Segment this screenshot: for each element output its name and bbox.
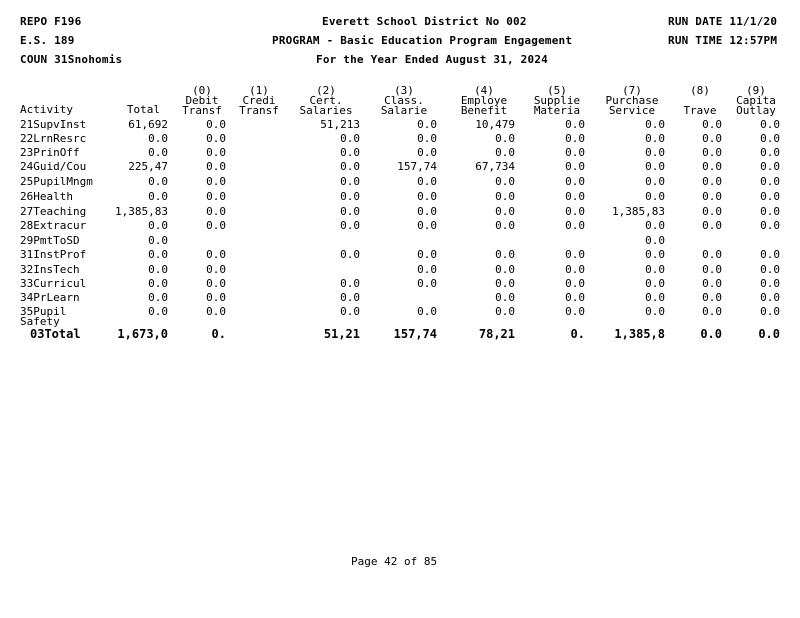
row-cell: 0.0 — [702, 263, 722, 276]
row-cell: 0.0 — [206, 219, 226, 232]
row-cell: 0.0 — [760, 205, 780, 218]
column-header-l1: Employe — [460, 94, 508, 107]
row-total: 0.0 — [148, 263, 168, 276]
row-label: 28Extracur — [20, 219, 87, 232]
row-cell: 0.0 — [417, 277, 437, 290]
row-cell: 0.0 — [417, 190, 437, 203]
row-cell: 0.0 — [206, 132, 226, 145]
row-cell: 0.0 — [702, 291, 722, 304]
row-cell: 0.0 — [340, 175, 360, 188]
row-cell: 0.0 — [417, 263, 437, 276]
activity-header: Activity — [20, 103, 73, 116]
row-cell: 0.0 — [760, 132, 780, 145]
row-total: 0.0 — [148, 291, 168, 304]
row-cell: 0.0 — [565, 219, 585, 232]
row-cell: 0.0 — [702, 132, 722, 145]
row-label: 26Health — [20, 190, 73, 203]
column-header-l2: Outlay — [736, 104, 776, 117]
row-cell: 0.0 — [565, 277, 585, 290]
row-cell: 0.0 — [760, 277, 780, 290]
row-cell: 0.0 — [760, 175, 780, 188]
row-cell: 67,734 — [475, 160, 515, 173]
row-cell: 0.0 — [760, 190, 780, 203]
row-total: 61,692 — [128, 118, 168, 131]
totals-cell: 0.0 — [700, 327, 722, 341]
row-cell: 0.0 — [340, 205, 360, 218]
row-cell: 0.0 — [417, 248, 437, 261]
row-cell: 0.0 — [340, 146, 360, 159]
row-cell: 0.0 — [206, 291, 226, 304]
column-header-l1: Debit — [185, 94, 219, 107]
row-cell: 0.0 — [206, 277, 226, 290]
row-cell: 0.0 — [702, 190, 722, 203]
row-cell: 157,74 — [397, 160, 437, 173]
row-total: 0.0 — [148, 248, 168, 261]
program-title: PROGRAM - Basic Education Program Engagement — [272, 34, 573, 47]
row-label: 27Teaching — [20, 205, 87, 218]
row-cell: 0.0 — [495, 175, 515, 188]
row-cell: 0.0 — [760, 305, 780, 318]
column-header-l1: Capita — [736, 94, 776, 107]
totals-total: 1,673,0 — [117, 327, 168, 341]
row-cell: 0.0 — [206, 146, 226, 159]
row-cell: 0.0 — [495, 305, 515, 318]
column-header-l2: Transf — [239, 104, 279, 117]
es-number: E.S. 189 — [20, 34, 75, 47]
column-header-l2: Salarie — [380, 104, 428, 117]
totals-label: 03Total — [30, 327, 81, 341]
row-cell: 0.0 — [702, 175, 722, 188]
row-cell: 0.0 — [495, 132, 515, 145]
row-cell: 0.0 — [760, 219, 780, 232]
row-cell: 0.0 — [760, 291, 780, 304]
column-header-l2: Salaries — [299, 104, 353, 117]
row-cell: 10,479 — [475, 118, 515, 131]
column-header-l2: Benefit — [460, 104, 508, 117]
row-cell: 0.0 — [565, 175, 585, 188]
row-label: 23PrinOff — [20, 146, 80, 159]
row-label: 34PrLearn — [20, 291, 80, 304]
column-header-l1: Purchase — [605, 94, 659, 107]
row-cell: 0.0 — [760, 146, 780, 159]
column-header — [444, 86, 524, 116]
row-cell: 0.0 — [206, 190, 226, 203]
row-cell: 0.0 — [417, 175, 437, 188]
run-time: RUN TIME 12:57PM — [668, 34, 778, 47]
row-cell: 51,213 — [320, 118, 360, 131]
row-label: 31InstProf — [20, 248, 87, 261]
row-cell: 0.0 — [206, 160, 226, 173]
row-cell: 0.0 — [495, 219, 515, 232]
row-cell: 0.0 — [495, 190, 515, 203]
row-label: 35Pupil — [20, 305, 67, 318]
row-cell: 0.0 — [760, 248, 780, 261]
column-header — [716, 86, 796, 116]
row-cell: 0.0 — [702, 248, 722, 261]
column-header-num: (2) — [316, 84, 336, 97]
row-cell: 0.0 — [340, 190, 360, 203]
row-cell: 0.0 — [645, 146, 665, 159]
row-label-continued: Safety — [20, 315, 60, 328]
run-date: RUN DATE 11/1/20 — [668, 15, 778, 28]
row-cell: 0.0 — [645, 175, 665, 188]
row-cell: 0.0 — [495, 291, 515, 304]
row-cell: 0.0 — [340, 291, 360, 304]
column-header-num: (7) — [622, 84, 642, 97]
row-total: 0.0 — [148, 234, 168, 247]
district-name: Everett School District No 002 — [322, 15, 527, 28]
row-total: 0.0 — [148, 219, 168, 232]
row-cell: 0.0 — [206, 263, 226, 276]
column-header-l2: Materia — [533, 104, 581, 117]
row-cell: 0.0 — [702, 146, 722, 159]
row-cell: 0.0 — [760, 160, 780, 173]
row-cell: 0.0 — [645, 305, 665, 318]
totals-cell: 51,21 — [323, 327, 360, 341]
column-header-num: (4) — [474, 84, 494, 97]
row-cell: 0.0 — [417, 219, 437, 232]
column-header-num: (0) — [192, 84, 212, 97]
row-cell: 0.0 — [565, 118, 585, 131]
column-header-l1: Credi — [242, 94, 276, 107]
row-cell: 0.0 — [340, 219, 360, 232]
county: COUN 31Snohomis — [20, 53, 123, 66]
row-cell: 0.0 — [495, 277, 515, 290]
row-label: 32InsTech — [20, 263, 80, 276]
row-cell: 0.0 — [565, 248, 585, 261]
row-cell: 0.0 — [340, 132, 360, 145]
column-header-l1: Class. — [384, 94, 424, 107]
row-cell: 1,385,83 — [612, 205, 665, 218]
row-cell: 0.0 — [417, 132, 437, 145]
column-header-num: (8) — [690, 84, 710, 97]
row-cell: 0.0 — [645, 132, 665, 145]
row-cell: 0.0 — [206, 118, 226, 131]
row-cell: 0.0 — [645, 234, 665, 247]
row-cell: 0.0 — [645, 291, 665, 304]
column-header — [517, 86, 597, 116]
row-cell: 0.0 — [645, 190, 665, 203]
report-id: REPO F196 — [20, 15, 82, 28]
row-cell: 0.0 — [340, 277, 360, 290]
row-cell: 0.0 — [645, 248, 665, 261]
column-header-num: (3) — [394, 84, 414, 97]
row-label: 22LrnResrc — [20, 132, 87, 145]
row-cell: 0.0 — [760, 263, 780, 276]
row-cell: 0.0 — [565, 291, 585, 304]
row-cell: 0.0 — [495, 248, 515, 261]
row-cell: 0.0 — [702, 160, 722, 173]
totals-cell: 78,21 — [478, 327, 515, 341]
column-header-l1: Supplie — [533, 94, 581, 107]
row-cell: 0.0 — [565, 132, 585, 145]
row-cell: 0.0 — [565, 190, 585, 203]
row-total: 225,47 — [128, 160, 168, 173]
column-header-num: (5) — [547, 84, 567, 97]
row-cell: 0.0 — [495, 263, 515, 276]
row-cell: 0.0 — [417, 146, 437, 159]
row-total: 0.0 — [148, 132, 168, 145]
row-total: 1,385,83 — [115, 205, 168, 218]
column-header-l2: Service — [608, 104, 656, 117]
row-cell: 0.0 — [645, 219, 665, 232]
row-cell: 0.0 — [206, 248, 226, 261]
total-header: Total — [126, 103, 160, 116]
row-total: 0.0 — [148, 190, 168, 203]
row-cell: 0.0 — [340, 248, 360, 261]
row-cell: 0.0 — [702, 205, 722, 218]
row-label: 33Curricul — [20, 277, 87, 290]
row-cell: 0.0 — [565, 146, 585, 159]
row-cell: 0.0 — [206, 305, 226, 318]
row-cell: 0.0 — [565, 263, 585, 276]
column-header — [286, 86, 366, 116]
row-total: 0.0 — [148, 305, 168, 318]
totals-cell: 0.0 — [758, 327, 780, 341]
row-cell: 0.0 — [565, 160, 585, 173]
totals-cell: 0. — [570, 327, 585, 341]
page-number: Page 42 of 85 — [351, 555, 438, 568]
column-header-num: (1) — [249, 84, 269, 97]
column-header-l2: Trave — [683, 104, 717, 117]
row-cell: 0.0 — [340, 305, 360, 318]
row-cell: 0.0 — [702, 277, 722, 290]
row-cell: 0.0 — [206, 175, 226, 188]
row-total: 0.0 — [148, 146, 168, 159]
column-header — [364, 86, 444, 116]
row-cell: 0.0 — [206, 205, 226, 218]
totals-cell: 157,74 — [393, 327, 437, 341]
row-label: 24Guid/Cou — [20, 160, 87, 173]
row-cell: 0.0 — [702, 219, 722, 232]
row-cell: 0.0 — [702, 118, 722, 131]
row-cell: 0.0 — [495, 205, 515, 218]
row-cell: 0.0 — [417, 305, 437, 318]
row-total: 0.0 — [148, 277, 168, 290]
row-cell: 0.0 — [645, 277, 665, 290]
fiscal-period: For the Year Ended August 31, 2024 — [316, 53, 548, 66]
row-total: 0.0 — [148, 175, 168, 188]
row-label: 29PmtToSD — [20, 234, 80, 247]
column-header-l1: Cert. — [309, 94, 343, 107]
row-cell: 0.0 — [417, 205, 437, 218]
row-cell: 0.0 — [645, 118, 665, 131]
row-cell: 0.0 — [565, 205, 585, 218]
row-cell: 0.0 — [760, 118, 780, 131]
row-cell: 0.0 — [495, 146, 515, 159]
column-header-l2: Transf — [182, 104, 222, 117]
row-cell: 0.0 — [645, 263, 665, 276]
row-label: 21SupvInst — [20, 118, 87, 131]
totals-cell: 1,385,8 — [614, 327, 665, 341]
row-cell: 0.0 — [340, 160, 360, 173]
row-cell: 0.0 — [565, 305, 585, 318]
row-cell: 0.0 — [645, 160, 665, 173]
totals-cell: 0. — [211, 327, 226, 341]
row-label: 25PupilMngm — [20, 175, 93, 188]
row-cell: 0.0 — [702, 305, 722, 318]
row-cell: 0.0 — [417, 118, 437, 131]
column-header-num: (9) — [746, 84, 766, 97]
